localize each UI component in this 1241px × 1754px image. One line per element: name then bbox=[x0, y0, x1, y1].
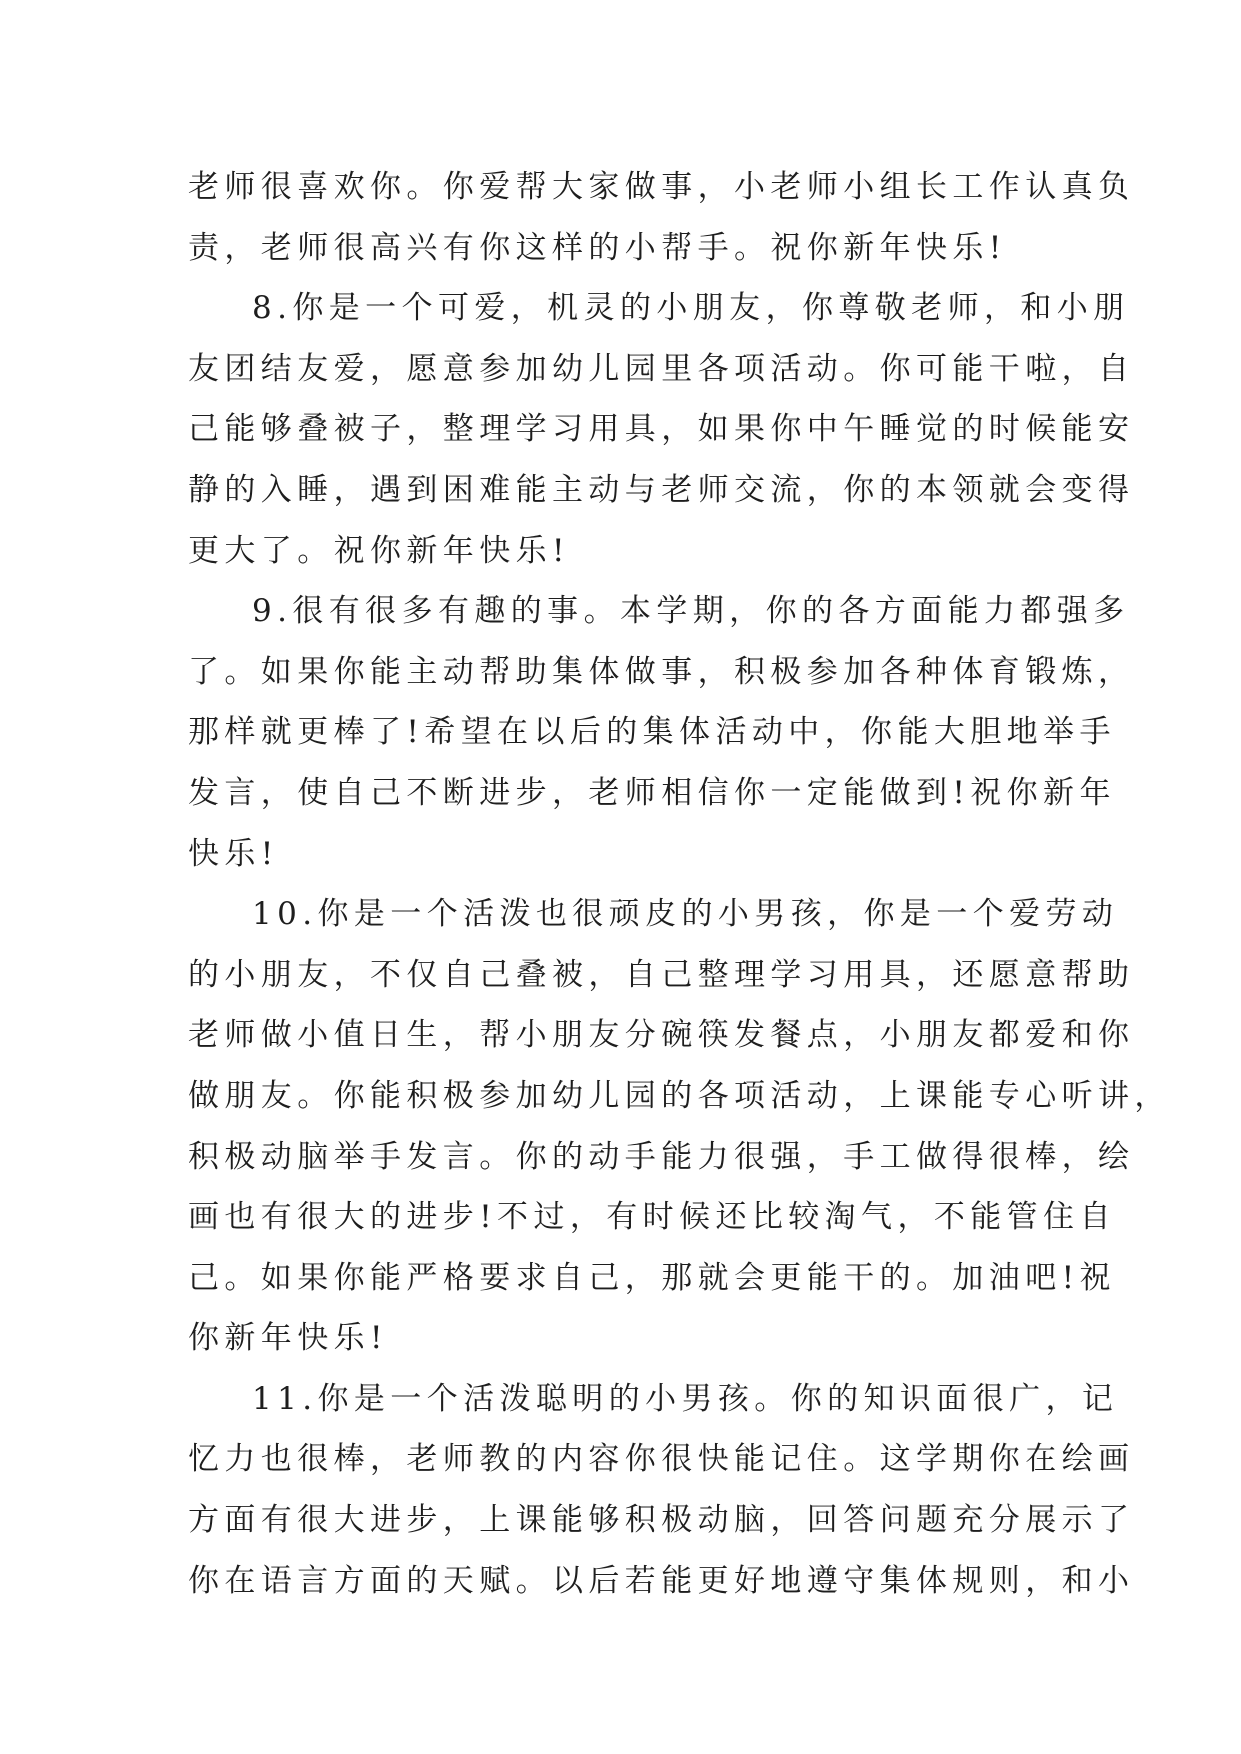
text-line: 更大了。祝你新年快乐! bbox=[188, 532, 570, 569]
paragraph-first-line: 8.你是一个可爱，机灵的小朋友，你尊敬老师，和小朋 bbox=[252, 290, 1130, 327]
paragraph-first-line: 10.你是一个活泼也很顽皮的小男孩，你是一个爱劳动 bbox=[252, 896, 1119, 933]
text-line: 老师做小值日生，帮小朋友分碗筷发餐点，小朋友都爱和你 bbox=[188, 1017, 1135, 1054]
text-line: 的小朋友，不仅自己叠被，自己整理学习用具，还愿意帮助 bbox=[188, 956, 1135, 993]
text-line: 忆力也很棒，老师教的内容你很快能记住。这学期你在绘画 bbox=[188, 1441, 1135, 1478]
text-line: 老师很喜欢你。你爱帮大家做事，小老师小组长工作认真负 bbox=[188, 169, 1135, 205]
text-line: 方面有很大进步，上课能够积极动脑，回答问题充分展示了 bbox=[188, 1502, 1135, 1539]
paragraph-first-line: 9.很有很多有趣的事。本学期，你的各方面能力都强多 bbox=[252, 593, 1130, 630]
text-line: 积极动脑举手发言。你的动手能力很强，手工做得很棒，绘 bbox=[188, 1138, 1135, 1175]
text-line: 责，老师很高兴有你这样的小帮手。祝你新年快乐! bbox=[188, 229, 1007, 266]
text-line: 静的入睡，遇到困难能主动与老师交流，你的本领就会变得 bbox=[188, 471, 1135, 508]
document-body bbox=[188, 157, 1171, 1611]
text-line: 了。如果你能主动帮助集体做事，积极参加各种体育锻炼， bbox=[188, 653, 1135, 690]
text-line: 画也有很大的进步!不过，有时候还比较淘气，不能管住自 bbox=[188, 1199, 1116, 1236]
text-line: 己能够叠被子，整理学习用具，如果你中午睡觉的时候能安 bbox=[188, 411, 1135, 448]
text-line: 发言，使自己不断进步，老师相信你一定能做到!祝你新年 bbox=[188, 774, 1116, 811]
paragraph-first-line: 11.你是一个活泼聪明的小男孩。你的知识面很广，记 bbox=[252, 1380, 1119, 1417]
text-line: 你新年快乐! bbox=[188, 1320, 388, 1357]
text-line: 快乐! bbox=[188, 835, 279, 872]
text-line: 那样就更棒了!希望在以后的集体活动中，你能大胆地举手 bbox=[188, 714, 1116, 751]
text-line: 做朋友。你能积极参加幼儿园的各项活动，上课能专心听讲， bbox=[188, 1077, 1171, 1114]
text-line: 己。如果你能严格要求自己，那就会更能干的。加油吧!祝 bbox=[188, 1259, 1116, 1296]
text-line: 你在语言方面的天赋。以后若能更好地遵守集体规则，和小 bbox=[188, 1562, 1135, 1599]
text-line: 友团结友爱，愿意参加幼儿园里各项活动。你可能干啦，自 bbox=[188, 350, 1135, 387]
